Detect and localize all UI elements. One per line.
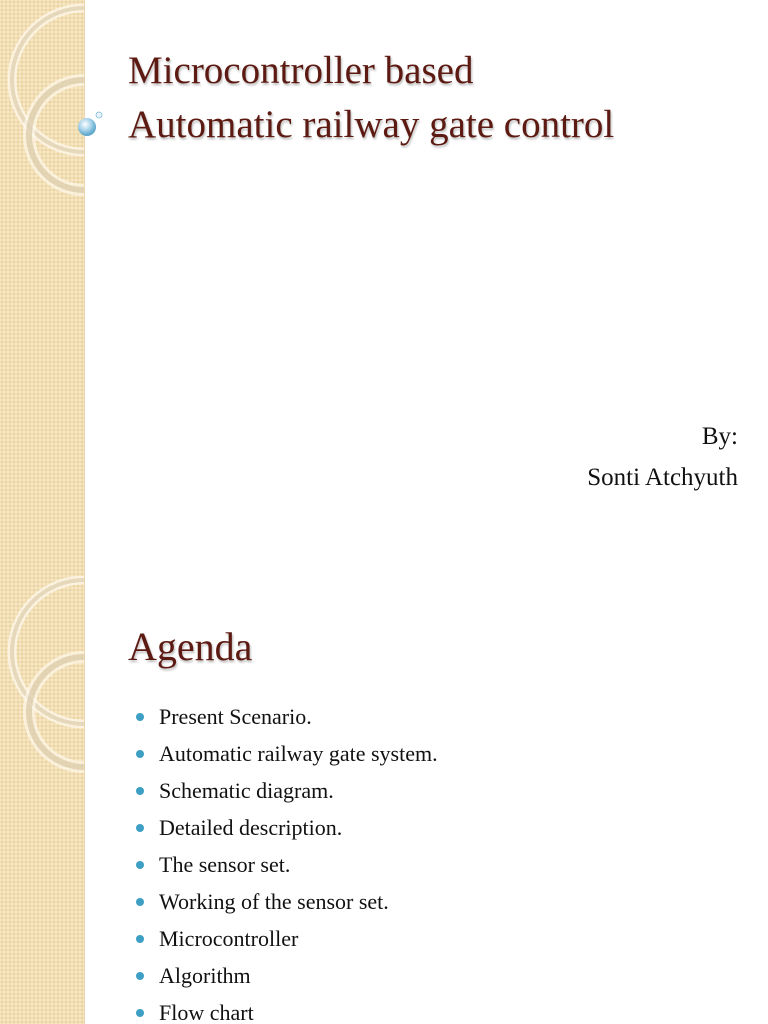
bead-ornament-icon [74, 108, 104, 140]
list-item-label: The sensor set. [159, 852, 291, 877]
bullet-icon [136, 713, 144, 721]
list-item [136, 883, 438, 920]
list-item [136, 957, 438, 994]
list-item-label: Flow chart [159, 1000, 254, 1024]
bullet-icon [136, 972, 144, 980]
list-item [136, 994, 438, 1024]
list-item [136, 846, 438, 883]
decorative-rings-icon [0, 0, 84, 576]
bullet-icon [136, 824, 144, 832]
title-line-2: Automatic railway gate control [128, 103, 615, 146]
list-item [136, 735, 438, 772]
decorative-side-band [0, 0, 85, 576]
byline-label: By: [701, 423, 738, 450]
list-item-label: Schematic diagram. [159, 778, 334, 803]
bullet-icon [136, 787, 144, 795]
agenda-list [136, 698, 438, 1024]
list-item-label: Algorithm [159, 963, 251, 988]
author-name: Sonti Atchyuth [587, 464, 738, 491]
decorative-rings-icon [0, 576, 84, 1024]
list-item [136, 920, 438, 957]
list-item-label: Present Scenario. [159, 704, 312, 729]
list-item [136, 698, 438, 735]
agenda-title: Agenda [128, 624, 253, 669]
title-line-1: Microcontroller based [128, 49, 474, 92]
list-item-label: Detailed description. [159, 815, 343, 840]
slide-title [128, 44, 614, 152]
bullet-icon [136, 861, 144, 869]
list-item [136, 772, 438, 809]
list-item-label: Working of the sensor set. [159, 889, 389, 914]
author-byline [587, 416, 738, 498]
list-item-label: Automatic railway gate system. [159, 741, 438, 766]
bullet-icon [136, 935, 144, 943]
decorative-side-band [0, 576, 85, 1024]
bullet-icon [136, 750, 144, 758]
bullet-icon [136, 1009, 144, 1017]
list-item [136, 809, 438, 846]
bullet-icon [136, 898, 144, 906]
slide-agenda [0, 576, 768, 1024]
list-item-label: Microcontroller [159, 926, 299, 951]
